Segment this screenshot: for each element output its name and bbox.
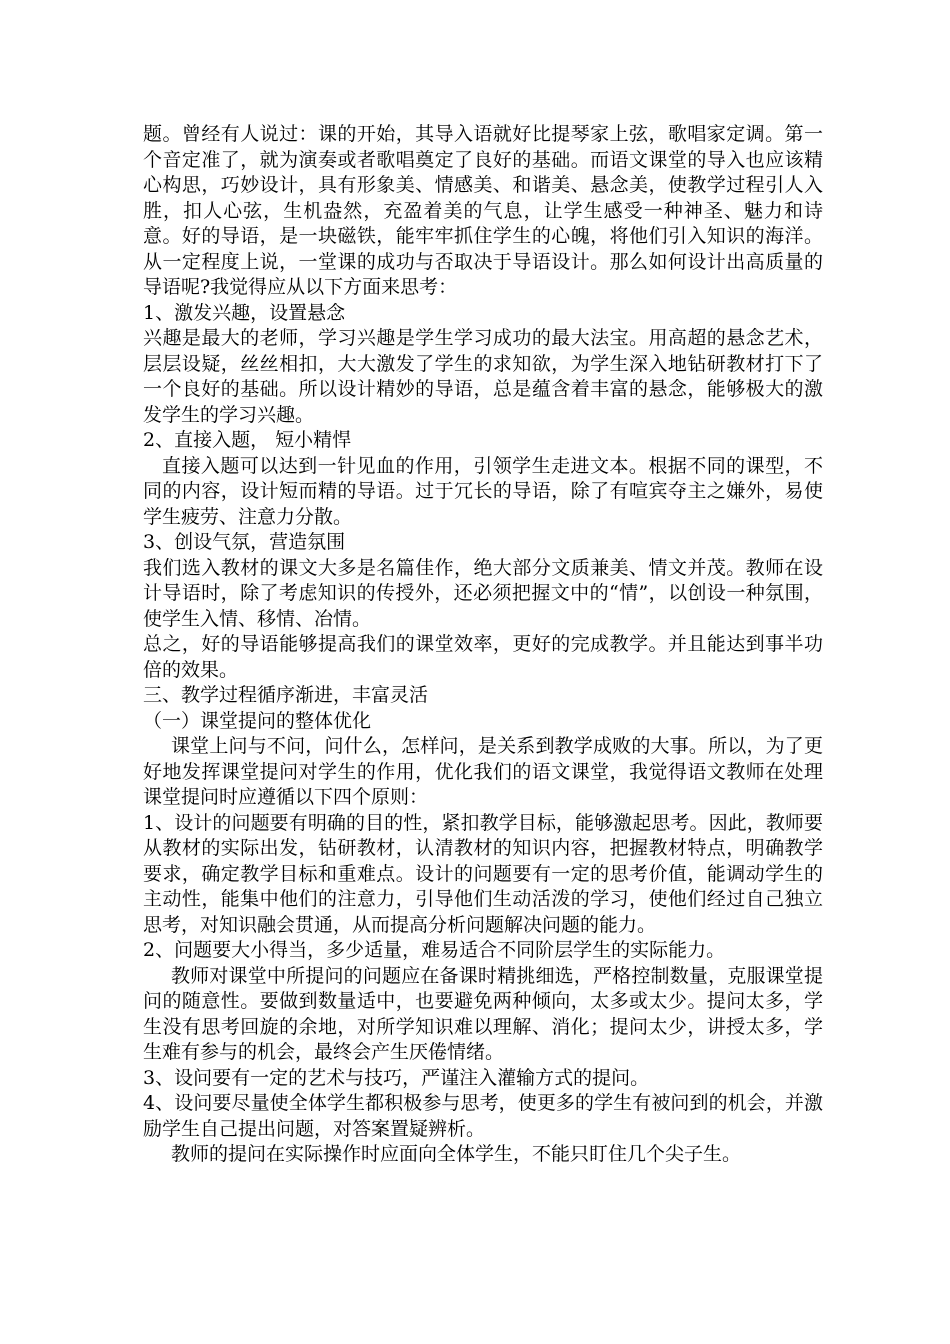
heading-principle-two: 2、问题要大小得当，多少适量，难易适合不同阶层学生的实际能力。 xyxy=(143,939,726,961)
heading-section-three: 三、教学过程循序渐进，丰富灵活 xyxy=(143,684,429,706)
paragraph-questioning: 课堂上问与不问，问什么，怎样问，是关系到教学成败的大事。所以，为了更好地发挥课堂提问对学生的作用，优化我们的语文课堂，我觉得语文教师在处理课堂提问时应遵循以下四个原则： xyxy=(143,735,823,808)
heading-direct-topic: 2、直接入题， 短小精悍 xyxy=(143,429,352,451)
paragraph-principle-four: 4、设问要尽量使全体学生都积极参与思考，使更多的学生有被问到的机会，并激励学生自己提出问题，对答案置疑辨析。 xyxy=(143,1092,823,1140)
heading-arouse-interest: 1、激发兴趣，设置悬念 xyxy=(143,301,346,324)
heading-subsection-one: （一）课堂提问的整体优化 xyxy=(143,709,372,732)
paragraph-atmosphere: 我们选入教材的课文大多是名篇佳作，绝大部分文质兼美、情文并茂。教师在设计导语时，除了考虑知识的传授外，还必须把握文中的“情”，以创设一种氛围，使学生入情、移情、冶情。 xyxy=(143,556,823,630)
paragraph-summary: 总之，好的导语能够提高我们的课堂效率，更好的完成教学。并且能达到事半功倍的效果。 xyxy=(143,633,823,681)
paragraph-whole-class: 教师的提问在实际操作时应面向全体学生，不能只盯住几个尖子生。 xyxy=(171,1143,742,1165)
paragraph-interest: 兴趣是最大的老师，学习兴趣是学生学习成功的最大法宝。用高超的悬念艺术，层层设疑，丝丝相扣，大大激发了学生的求知欲，为学生深入地钻研教材打下了一个良好的基础。所以设计精妙的导语，总是蕴含着丰富的悬念，能够极大的激发学生的学习兴趣。 xyxy=(143,327,823,426)
paragraph-principle-three: 3、设问要有一定的艺术与技巧，严谨注入灌输方式的提问。 xyxy=(143,1066,650,1089)
paragraph-intro-continued: 题。曾经有人说过：课的开始，其导入语就好比提琴家上弦，歌唱家定调。第一个音定准了，就为演奏或者歌唱奠定了良好的基础。而语文课堂的导入也应该精心构思，巧妙设计，具有形象美、情感美、和谐美、悬念美，使教学过程引人入胜，扣人心弦，生机盎然，充盈着美的气息，让学生感受一种神圣、魅力和诗意。好的导语，是一块磁铁，能牢牢抓住学生的心魄，将他们引入知识的海洋。从一定程度上说，一堂课的成功与否取决于导语设计。那么如何设计出高质量的导语呢?我觉得应从以下方面来思考： xyxy=(143,123,823,298)
document-body xyxy=(143,122,823,1168)
paragraph-principle-one: 1、设计的问题要有明确的目的性，紧扣教学目标，能够激起思考。因此，教师要从教材的实际出发，钻研教材，认清教材的知识内容，把握教材特点，明确教学要求，确定教学目标和重难点。设计的问题要有一定的思考价值，能调动学生的主动性，能集中他们的注意力，引导他们生动活泼的学习，使他们经过自己独立思考，对知识融会贯通，从而提高分析问题解决问题的能力。 xyxy=(143,811,823,936)
paragraph-principle-two: 教师对课堂中所提问的问题应在备课时精挑细选，严格控制数量，克服课堂提问的随意性。要做到数量适中，也要避免两种倾向，太多或太少。提问太多，学生没有思考回旋的余地，对所学知识难以理解、消化；提问太少，讲授太多，学生难有参与的机会，最终会产生厌倦情绪。 xyxy=(143,964,823,1063)
heading-create-atmosphere: 3、创设气氛，营造氛围 xyxy=(143,531,346,553)
paragraph-direct-topic: 直接入题可以达到一针见血的作用，引领学生走进文本。根据不同的课型，不同的内容，设计短而精的导语。过于冗长的导语，除了有喧宾夺主之嫌外，易使学生疲劳、注意力分散。 xyxy=(143,454,823,528)
